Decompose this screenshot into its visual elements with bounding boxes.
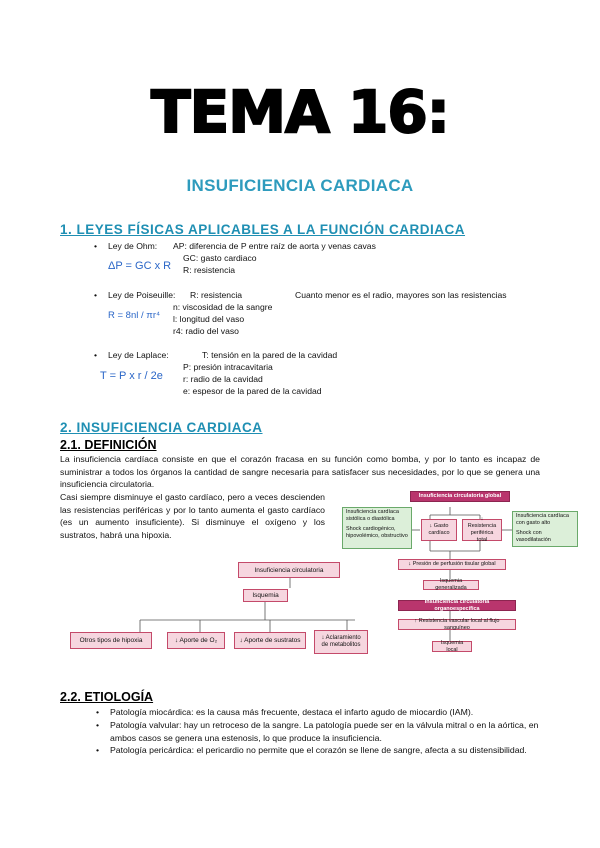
diagram-isquemia: Isquemia bbox=[243, 589, 288, 602]
definicion-paragraph-1: La insuficiencia cardíaca consiste en que el corazón fracasa en su función como bomba, y por lo tanto es incapaz de suministrar a todos los órganos la cantidad de sangre necesaria para satisfacer sus necesidades, por lo que se genera una insuficiencia circulatoria. bbox=[60, 454, 540, 489]
diagram-green-left-text-2: Shock cardiogénico, hipovolémico, obstructivo bbox=[346, 526, 408, 539]
section-2-heading: 2. INSUFICIENCIA CARDIACA bbox=[60, 420, 263, 435]
diagram-isquemia-local: Isquemia local bbox=[432, 641, 472, 652]
diagram-ic-organoespecifica-header: Insuficiencia circulatoria organoespecífica bbox=[398, 600, 516, 611]
laplace-label: • Ley de Laplace: bbox=[108, 349, 169, 361]
poiseuille-label: • Ley de Poiseuille: bbox=[108, 289, 175, 301]
diagram-otros-tipos-hipoxia: Otros tipos de hipoxia bbox=[70, 632, 152, 649]
diagram-presion-perfusion: ↓ Presión de perfusión tisular global bbox=[398, 559, 506, 570]
diagram-green-right-text-1: Insuficiencia cardíaca con gasto alto bbox=[516, 513, 569, 526]
poiseuille-line-1: R: resistencia bbox=[190, 290, 243, 300]
diagram-aporte-sustratos: ↓ Aporte de sustratos bbox=[234, 632, 306, 649]
ohm-formula: ΔP = GC x R bbox=[108, 260, 172, 272]
diagram-aporte-o2: ↓ Aporte de O₂ bbox=[167, 632, 225, 649]
diagram-insuficiencia-circulatoria: Insuficiencia circulatoria bbox=[238, 562, 340, 578]
ohm-line-1: AP: diferencia de P entre raíz de aorta y venas cavas bbox=[173, 241, 376, 251]
subsection-etiologia-heading: 2.2. ETIOLOGÍA bbox=[60, 690, 154, 704]
diagram-gasto-cardiaco: ↓ Gasto cardíaco bbox=[421, 519, 457, 541]
poiseuille-formula: R = 8nl / πr⁴ bbox=[108, 310, 161, 321]
diagram-isquemia-generalizada: Isquemia generalizada bbox=[423, 580, 479, 590]
page-subtitle: INSUFICIENCIA CARDIACA bbox=[186, 176, 414, 195]
laplace-line-3: r: radio de la cavidad bbox=[183, 374, 263, 384]
laplace-formula: T = P x r / 2e bbox=[100, 370, 163, 382]
subsection-definicion-heading: 2.1. DEFINICIÓN bbox=[60, 438, 157, 452]
laplace-line-1: T: tensión en la pared de la cavidad bbox=[202, 350, 338, 360]
ohm-label: • Ley de Ohm: bbox=[108, 240, 157, 252]
diagram-green-left bbox=[342, 507, 412, 549]
page-title: TEMA 16: bbox=[151, 78, 449, 146]
diagram-green-right-text-2: Shock con vasodilatación bbox=[516, 530, 551, 543]
etiologia-item-2: • Patología valvular: hay un retroceso de la sangre. La patología puede ser en la válvula mitral o en la aórtica, en ambos casos se genera una estenosis, lo que produce la insuficiencia. bbox=[110, 719, 550, 744]
diagram-green-left-text-1: Insuficiencia cardíaca sistólica o diastólica bbox=[346, 509, 399, 522]
diagram-resistencia-vascular-local: ↑ Resistencia vascular local al flujo sanguíneo bbox=[398, 619, 516, 630]
poiseuille-line-4: r4: radio del vaso bbox=[173, 326, 239, 336]
etiologia-item-1: • Patología miocárdica: es la causa más frecuente, destaca el infarto agudo de miocardio (IAM). bbox=[110, 706, 550, 719]
diagram-ic-global-header: Insuficiencia circulatoria global bbox=[410, 491, 510, 502]
etiologia-item-3: • Patología pericárdica: el pericardio no permite que el corazón se llene de sangre, afecta a su distensibilidad. bbox=[110, 744, 550, 757]
poiseuille-line-2: n: viscosidad de la sangre bbox=[173, 302, 273, 312]
diagram-aclaramiento-metabolitos: ↓ Aclaramiento de metabolitos bbox=[314, 630, 368, 654]
diagram-resistencia-periferica: ↓ Resistencia periférica total bbox=[462, 519, 502, 541]
definicion-paragraph-2: Casi siempre disminuye el gasto cardíaco, pero a veces descienden las resistencias periféricas y por lo tanto aumenta el gasto cardíaco (es un aumento insuficiente). Si disminuye el oxígeno y los sustratos, habrá una hipoxia. bbox=[60, 492, 325, 540]
ohm-line-2: GC: gasto cardiaco bbox=[183, 253, 257, 263]
poiseuille-line-3: l: longitud del vaso bbox=[173, 314, 245, 324]
laplace-line-2: P: presión intracavitaria bbox=[183, 362, 273, 372]
laplace-line-4: e: espesor de la pared de la cavidad bbox=[183, 386, 322, 396]
poiseuille-note: Cuanto menor es el radio, mayores son las resistencias bbox=[295, 290, 507, 300]
ohm-line-3: R: resistencia bbox=[183, 265, 236, 275]
section-1-heading: 1. LEYES FÍSICAS APLICABLES A LA FUNCIÓN CARDIACA bbox=[60, 222, 466, 237]
diagram-green-right bbox=[512, 511, 578, 547]
